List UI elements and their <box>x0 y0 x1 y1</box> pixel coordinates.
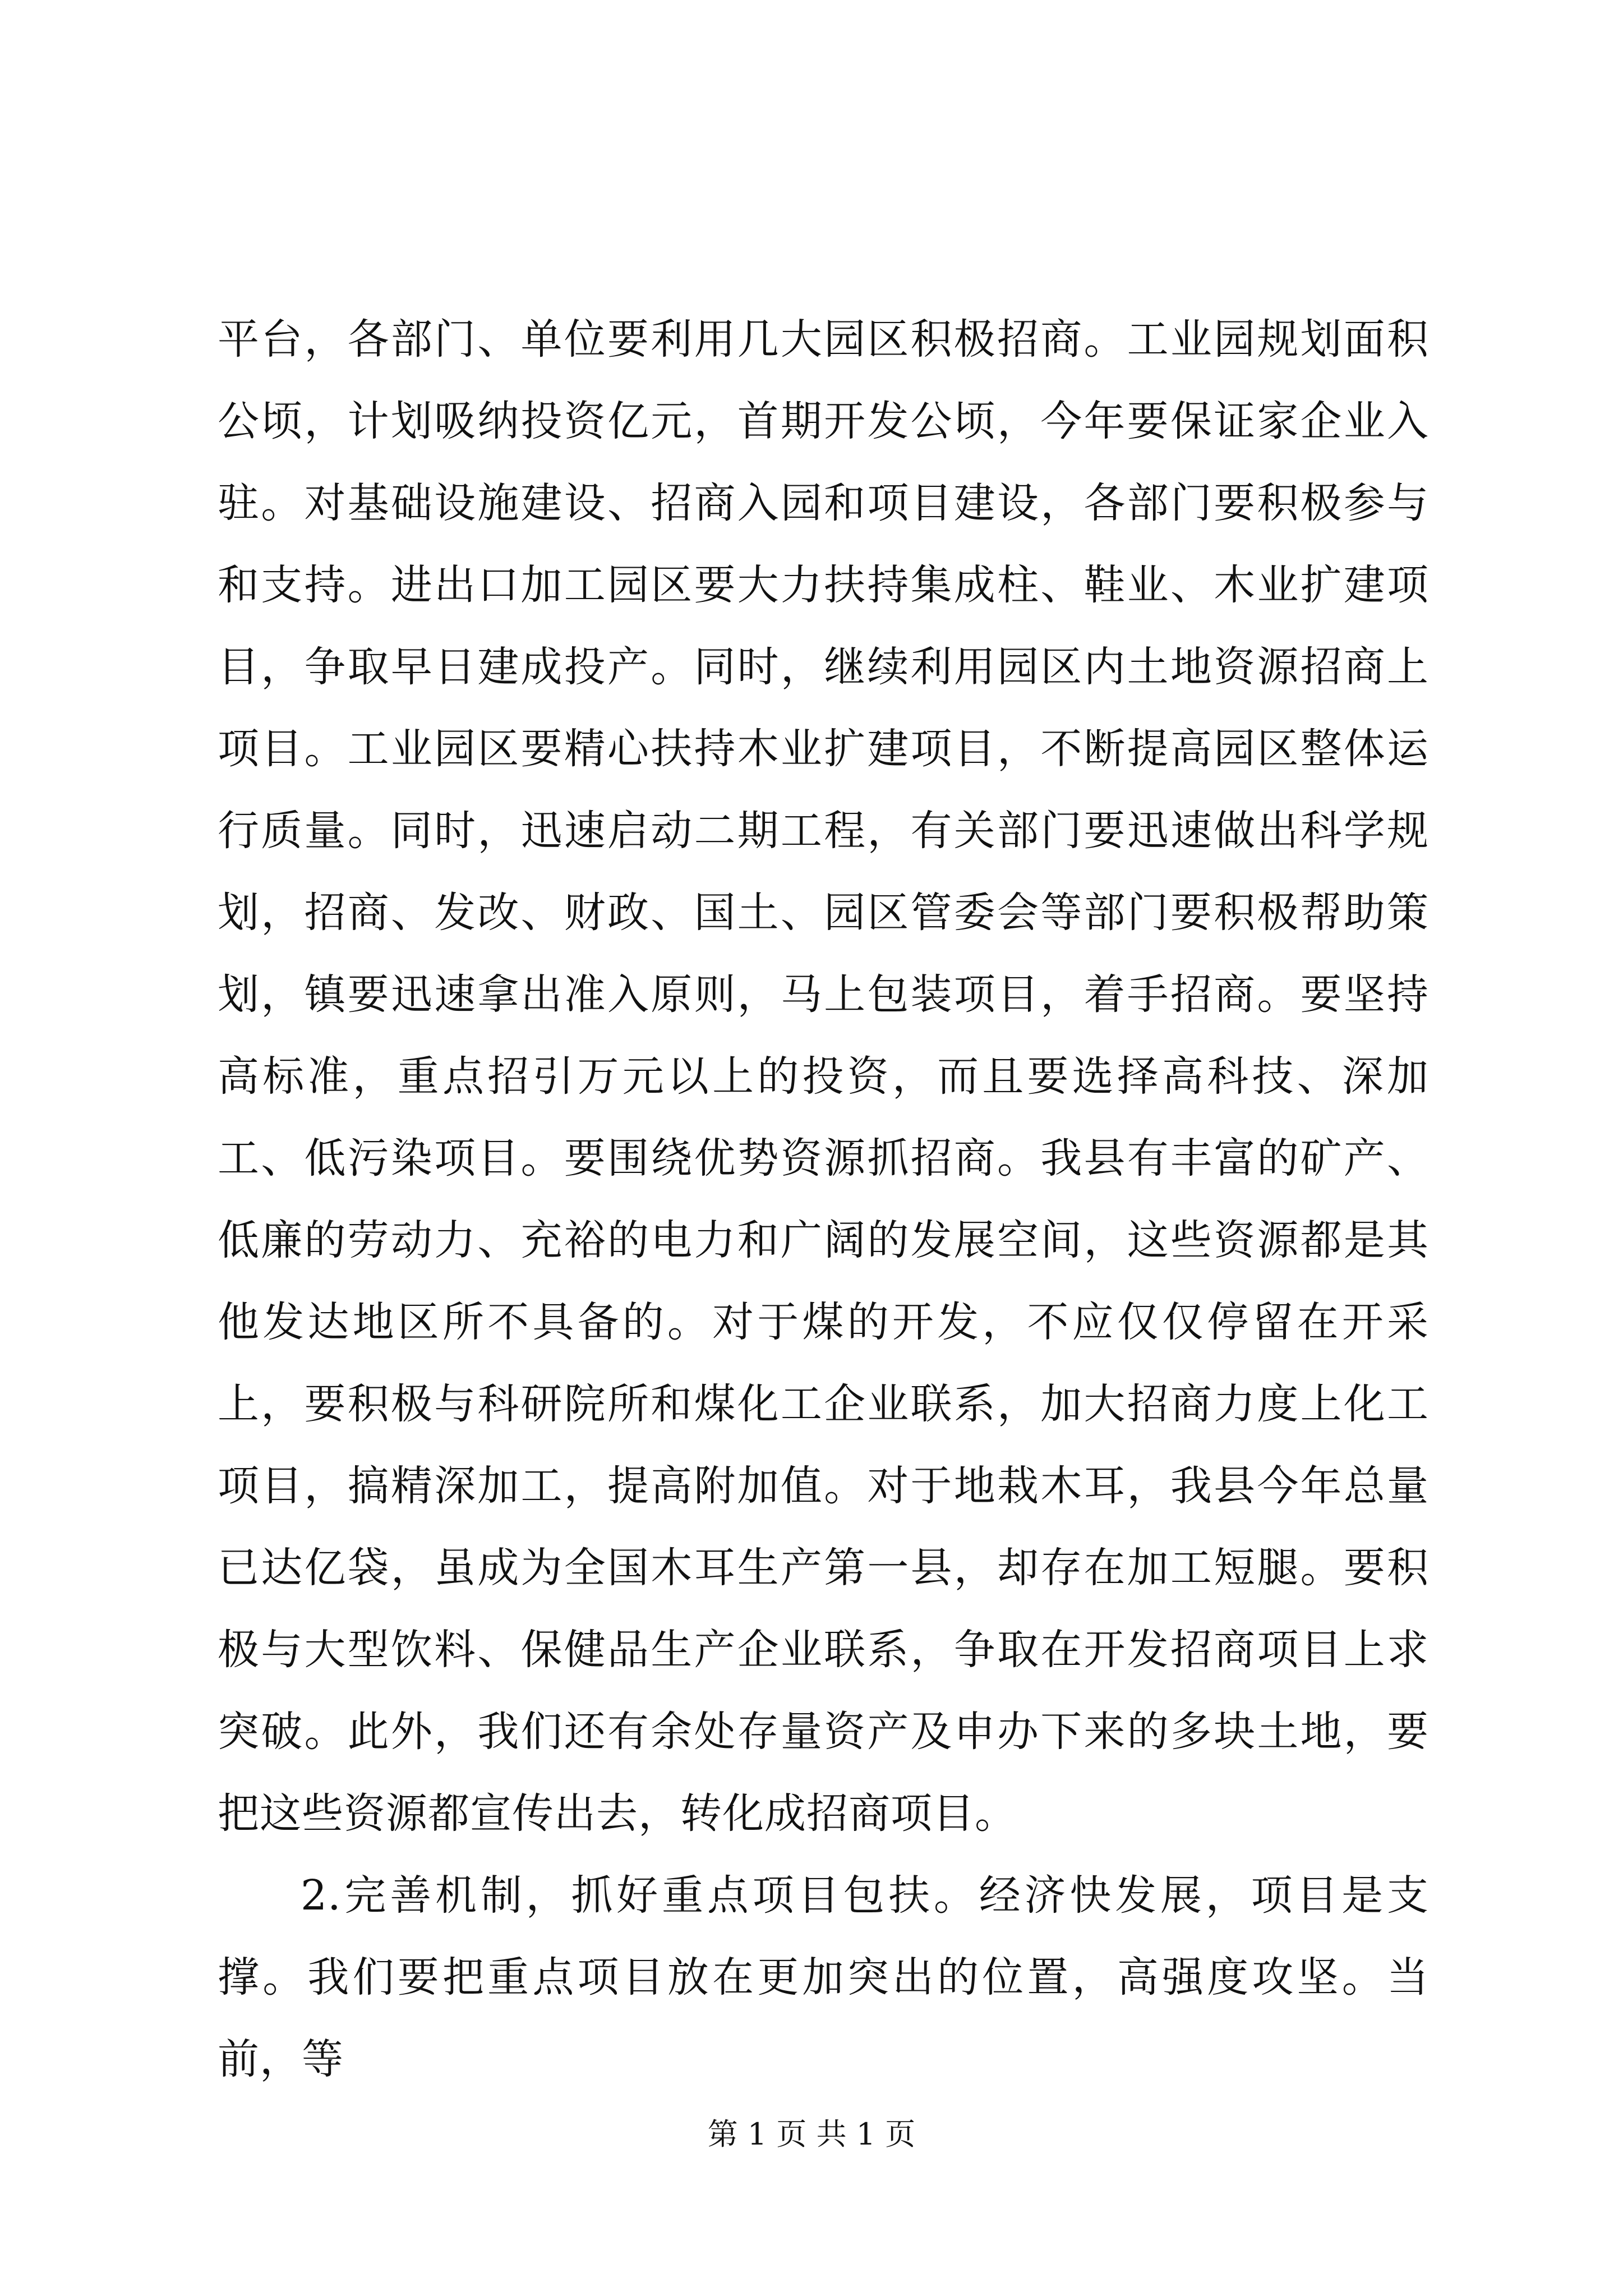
document-body <box>218 298 1429 2100</box>
paragraph-2: 2.完善机制，抓好重点项目包扶。经济快发展，项目是支撑。我们要把重点项目放在更加突出的位置，高强度攻坚。当前，等 <box>218 1871 1429 2083</box>
page-footer: 第 1 页 共 1 页 <box>707 2116 916 2152</box>
paragraph-1: 平台，各部门、单位要利用几大园区积极招商。工业园规划面积公顷，计划吸纳投资亿元，首期开发公顷，今年要保证家企业入驻。对基础设施建设、招商入园和项目建设，各部门要积极参与和支持。进出口加工园区要大力扶持集成柱、鞋业、木业扩建项目，争取早日建成投产。同时，继续利用园区内土地资源招商上项目。工业园区要精心扶持木业扩建项目，不断提高园区整体运行质量。同时，迅速启动二期工程，有关部门要迅速做出科学规划，招商、发改、财政、国土、园区管委会等部门要积极帮助策划，镇要迅速拿出准入原则，马上包装项目，着手招商。要坚持高标准，重点招引万元以上的投资，而且要选择高科技、深加工、低污染项目。要围绕优势资源抓招商。我县有丰富的矿产、低廉的劳动力、充裕的电力和广阔的发展空间，这些资源都是其他发达地区所不具备的。对于煤的开发，不应仅仅停留在开采上，要积极与科研院所和煤化工企业联系，加大招商力度上化工项目，搞精深加工，提高附加值。对于地栽木耳，我县今年总量已达亿袋，虽成为全国木耳生产第一县，却存在加工短腿。要积极与大型饮料、保健品生产企业联系，争取在开发招商项目上求突破。此外，我们还有余处存量资产及申办下来的多块土地，要把这些资源都宣传出去，转化成招商项目。 <box>218 315 1429 1838</box>
